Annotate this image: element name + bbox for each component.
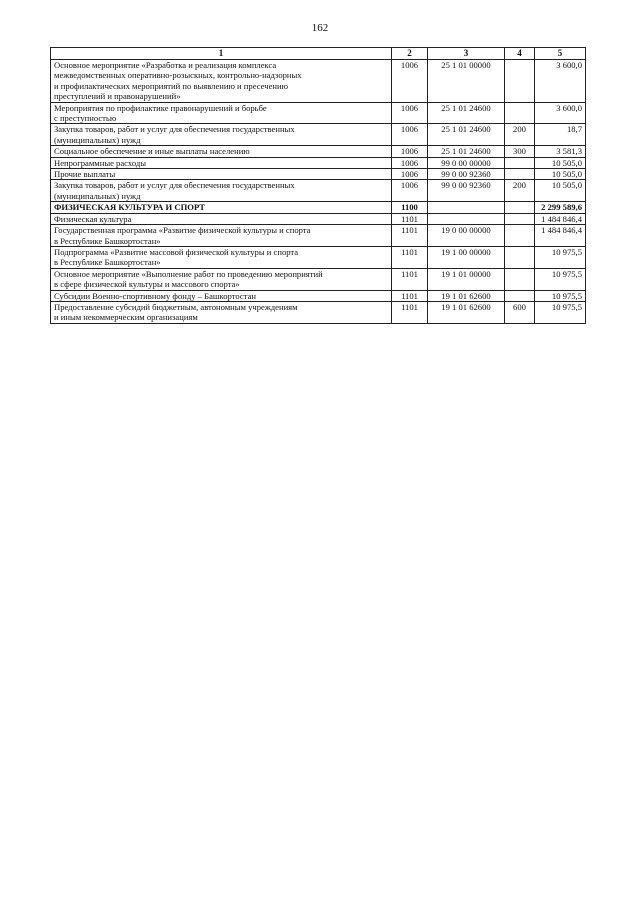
row-expense-type	[505, 268, 535, 290]
header-row	[51, 48, 586, 60]
row-target-article: 25 1 01 00000	[428, 60, 505, 103]
table-row	[51, 290, 586, 301]
row-target-article: 99 0 00 92360	[428, 180, 505, 202]
row-section-code: 1006	[392, 146, 428, 157]
row-amount: 3 581,3	[535, 146, 586, 157]
row-amount: 10 975,5	[535, 290, 586, 301]
row-target-article	[428, 213, 505, 224]
row-name: ФИЗИЧЕСКАЯ КУЛЬТУРА И СПОРТ	[51, 202, 392, 213]
table-row	[51, 180, 586, 202]
table-row	[51, 246, 586, 268]
row-name: Предоставление субсидий бюджетным, автономным учреждениям и иным некоммерческим организациям	[51, 301, 392, 323]
row-amount: 1 484 846,4	[535, 225, 586, 247]
row-name: Подпрограмма «Развитие массовой физической культуры и спорта в Республике Башкортостан»	[51, 246, 392, 268]
row-name: Закупка товаров, работ и услуг для обеспечения государственных (муниципальных) нужд	[51, 180, 392, 202]
row-target-article: 19 1 01 62600	[428, 290, 505, 301]
row-name: Закупка товаров, работ и услуг для обеспечения государственных (муниципальных) нужд	[51, 124, 392, 146]
row-section-code: 1101	[392, 213, 428, 224]
table-row	[51, 157, 586, 168]
table-row	[51, 225, 586, 247]
row-target-article: 99 0 00 92360	[428, 169, 505, 180]
row-amount: 1 484 846,4	[535, 213, 586, 224]
row-name: Основное мероприятие «Выполнение работ по проведению мероприятий в сфере физической культуры и массового спорта»	[51, 268, 392, 290]
table-row	[51, 202, 586, 213]
header-col-3: 3	[428, 48, 505, 60]
row-section-code: 1006	[392, 157, 428, 168]
table-row	[51, 146, 586, 157]
table-row	[51, 60, 586, 103]
row-target-article: 99 0 00 00000	[428, 157, 505, 168]
row-target-article: 19 1 01 00000	[428, 268, 505, 290]
row-expense-type	[505, 246, 535, 268]
row-amount: 3 600,0	[535, 60, 586, 103]
row-name: Физическая культура	[51, 213, 392, 224]
row-expense-type	[505, 157, 535, 168]
row-name: Непрограммные расходы	[51, 157, 392, 168]
table-row	[51, 124, 586, 146]
row-expense-type	[505, 213, 535, 224]
row-name: Государственная программа «Развитие физической культуры и спорта в Республике Башкортостан»	[51, 225, 392, 247]
table-row	[51, 268, 586, 290]
row-section-code: 1101	[392, 301, 428, 323]
row-amount: 10 505,0	[535, 157, 586, 168]
row-section-code: 1101	[392, 246, 428, 268]
row-expense-type: 600	[505, 301, 535, 323]
row-section-code: 1006	[392, 60, 428, 103]
row-section-code: 1006	[392, 124, 428, 146]
row-expense-type	[505, 202, 535, 213]
row-target-article: 19 1 00 00000	[428, 246, 505, 268]
row-target-article	[428, 202, 505, 213]
row-amount: 10 975,5	[535, 268, 586, 290]
row-section-code: 1100	[392, 202, 428, 213]
row-expense-type	[505, 102, 535, 124]
row-name: Субсидии Военно-спортивному фонду – Башкортостан	[51, 290, 392, 301]
row-section-code: 1006	[392, 102, 428, 124]
row-amount: 10 505,0	[535, 180, 586, 202]
row-expense-type	[505, 60, 535, 103]
row-amount: 18,7	[535, 124, 586, 146]
table-row	[51, 301, 586, 323]
row-target-article: 19 1 01 62600	[428, 301, 505, 323]
row-section-code: 1006	[392, 169, 428, 180]
row-amount: 3 600,0	[535, 102, 586, 124]
row-section-code: 1101	[392, 268, 428, 290]
row-target-article: 25 1 01 24600	[428, 146, 505, 157]
header-col-2: 2	[392, 48, 428, 60]
row-name: Социальное обеспечение и иные выплаты населению	[51, 146, 392, 157]
table-row	[51, 102, 586, 124]
row-expense-type: 300	[505, 146, 535, 157]
budget-table	[50, 47, 586, 324]
row-amount: 10 505,0	[535, 169, 586, 180]
row-section-code: 1101	[392, 290, 428, 301]
row-target-article: 19 0 00 00000	[428, 225, 505, 247]
row-expense-type: 200	[505, 124, 535, 146]
table-row	[51, 213, 586, 224]
row-expense-type	[505, 225, 535, 247]
row-expense-type	[505, 290, 535, 301]
header-col-4: 4	[505, 48, 535, 60]
table-row	[51, 169, 586, 180]
row-name: Мероприятия по профилактике правонарушений и борьбе с преступностью	[51, 102, 392, 124]
row-amount: 10 975,5	[535, 301, 586, 323]
header-col-5: 5	[535, 48, 586, 60]
row-name: Прочие выплаты	[51, 169, 392, 180]
row-target-article: 25 1 01 24600	[428, 124, 505, 146]
row-expense-type	[505, 169, 535, 180]
row-amount: 2 299 589,6	[535, 202, 586, 213]
row-target-article: 25 1 01 24600	[428, 102, 505, 124]
row-section-code: 1101	[392, 225, 428, 247]
row-name: Основное мероприятие «Разработка и реализация комплекса межведомственных оперативно-розыскных, контрольно-надзорных и профилактических мероприятий по выявлению и пресечению преступлений и правонарушений»	[51, 60, 392, 103]
row-expense-type: 200	[505, 180, 535, 202]
row-section-code: 1006	[392, 180, 428, 202]
header-col-1: 1	[51, 48, 392, 60]
page-number: 162	[311, 22, 329, 34]
row-amount: 10 975,5	[535, 246, 586, 268]
